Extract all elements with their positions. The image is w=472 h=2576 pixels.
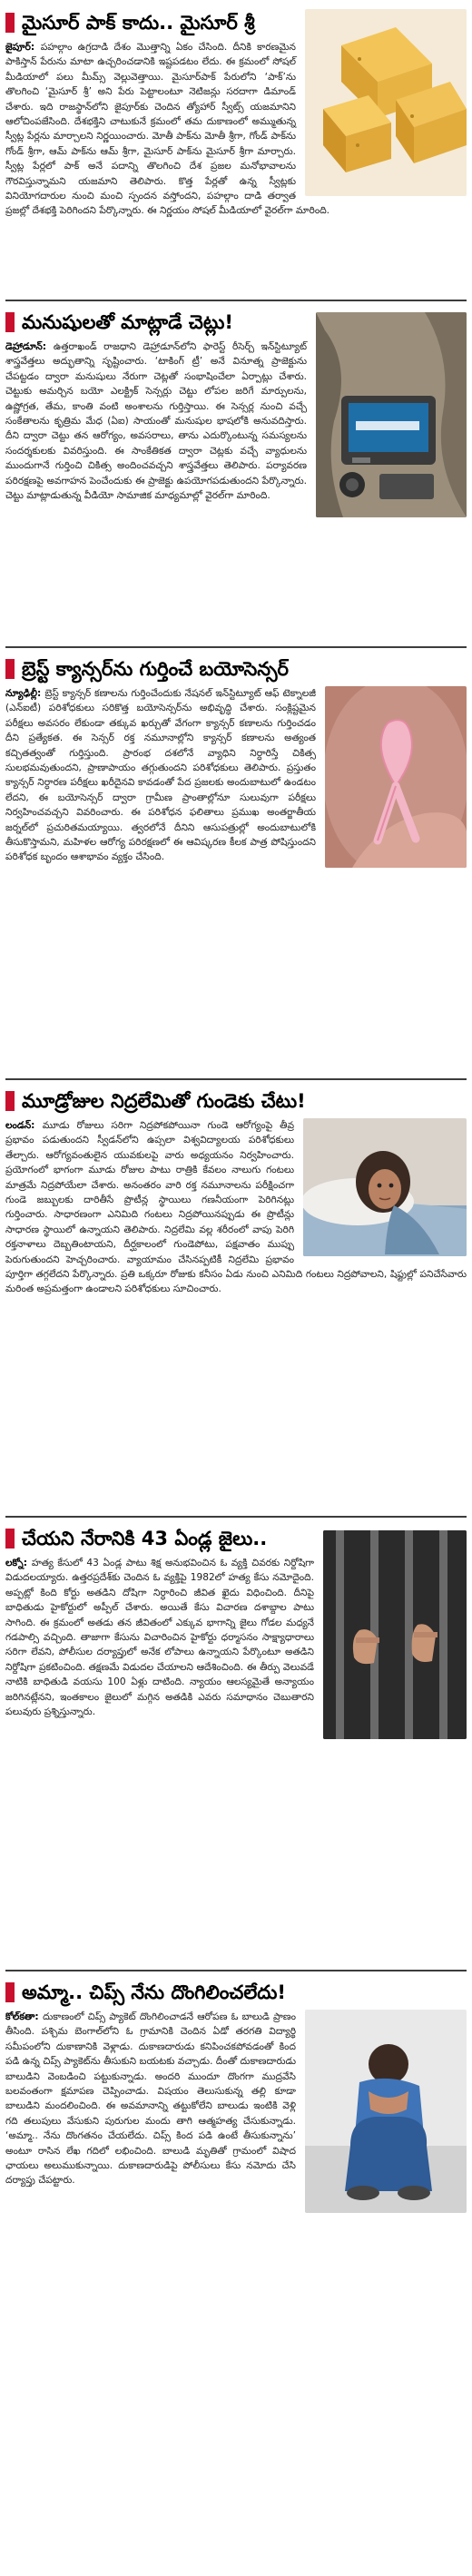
article-body-text: హత్య కేసులో 43 ఏండ్ల పాటు శిక్ష అనుభవించిన ఓ వ్యక్తి చివరకు నిర్దోషిగా విడుదలయ్యారు. ఉత్తరప్రదేశ్‌కు చెందిన ఓ వ్యక్తిపై 1982లో హత్య కేసు నమోదైంది. అప్పట్లో కింది కోర్టు అతడిని దోషిగా నిర్ధారించి జీవిత ఖైదు విధించింది. దీనిపై బాధితుడు హైకోర్టులో అప్పీల్ చేశారు. అయితే కేసు విచారణ దశాబ్దాల పాటు సాగింది. ఈ క్రమంలో అతడు తన జీవితంలో ఎక్కువ భాగాన్ని జైలు గోడల మధ్యనే గడపాల్సి వచ్చింది. తాజాగా కేసును విచారించిన హైకోర్టు ధర్మాసనం సాక్ష్యాధారాలు సరిగా లేవని, పోలీసుల దర్యాప్తులో అనేక లోపాలు ఉన్నాయని పేర్కొంటూ అతడిని నిర్దోషిగా ప్రకటించింది. తక్షణమే విడుదల చేయాలని ఆదేశించింది. ఈ తీర్పు వెలువడే నాటికి బాధితుడి వయసు 100 ఏళ్లు దాటింది. న్యాయం ఆలస్యమైతే అన్యాయం జరిగినట్లేనని, ఇంతకాలం జైలులో మగ్గిన అతడికి ఎవరు సమాధానం చెబుతారని పలువురు ప్రశ్నిస్తున్నారు. (5, 1558, 315, 1718)
article-body-text: ఉత్తరాఖండ్ రాజధాని డెహ్రాడూన్‌లోని ఫారెస్ట్ రీసెర్చ్ ఇన్‌స్టిట్యూట్ శాస్త్రవేత్తలు అద్భుతాన్ని సృష్టించారు. ‘టాకింగ్ ట్రీ’ అనే వినూత్న ప్రాజెక్టును చేపట్టడం ద్వారా మనుషులు నేరుగా చెట్లతో సంభాషించేలా ఏర్పాట్లు చేశారు. చెట్టుకు అమర్చిన బయో ఎలక్ట్రిక్ సెన్సర్లు చెట్టు లోపల జరిగే మార్పులను, ఉష్ణోగ్రత, తేమ, కాంతి వంటి అంశాలను గుర్తిస్తాయి. ఈ సెన్సర్ల నుంచి వచ్చే సంకేతాలను కృత్రిమ మేధ (ఏఐ) సాయంతో మనుషుల భాషలోకి అనువదిస్తారు. దీని ద్వారా చెట్టు తన ఆరోగ్యం, అవసరాలు, తాను ఎదుర్కొంటున్న సమస్యలను సందర్శకులకు వివరిస్తుంది. ఈ సాంకేతికత ద్వారా చెట్లకు వచ్చే వ్యాధులను ముందుగానే గుర్తించి చికిత్స అందించవచ్చని శాస్త్రవేత్తలు తెలిపారు. పర్యావరణ పరిరక్షణపై అవగాహన పెంచేందుకు ఈ ప్రాజెక్టు ఉపయోగపడుతుందని పేర్కొన్నారు. చెట్టు మాట్లాడుతున్న వీడియో సామాజిక మాధ్యమాల్లో వైరల్‌గా మారింది. (5, 341, 307, 502)
headline-accent-bar (5, 13, 15, 33)
headline-text: మనుషులతో మాట్లాడే చెట్లు! (22, 311, 233, 333)
talking-tree-device-photo (316, 312, 467, 517)
article-dateline: న్యూఢిల్లీ: (5, 688, 45, 699)
prison-bars-photo (323, 1530, 467, 1739)
sweets-illustration (305, 9, 467, 196)
article-headline (5, 1979, 467, 2006)
article-dateline: జైపూర్: (5, 42, 41, 53)
article-chips-theft (5, 1971, 467, 2556)
prison-bars-illustration (323, 1530, 467, 1739)
article-mysore-sri (5, 5, 467, 301)
headline-text: చేయని నేరానికి 43 ఏండ్ల జైలు.. (22, 1528, 268, 1549)
article-headline (5, 1087, 467, 1115)
article-dateline: లండన్: (5, 1120, 43, 1131)
pink-ribbon-illustration (325, 686, 467, 868)
sleepless-person-photo (303, 1118, 467, 1256)
pink-ribbon-photo (325, 686, 467, 868)
article-breast-cancer-sensor (5, 648, 467, 1080)
article-talking-trees (5, 301, 467, 648)
headline-accent-bar (5, 1982, 15, 2002)
sleepless-person-illustration (303, 1118, 467, 1256)
mysore-pak-sweets-photo (305, 9, 467, 196)
article-body-text: బ్రెస్ట్ క్యాన్సర్ కణాలను గుర్తించేందుకు నేషనల్ ఇన్‌స్టిట్యూట్ ఆఫ్ టెక్నాలజీ (ఎన్‌ఐటీ) పరిశోధకులు సరికొత్త బయోసెన్సర్‌ను అభివృద్ధి చేశారు. సంక్లిష్టమైన పరీక్షలు అవసరం లేకుండా తక్కువ ఖర్చుతో వేగంగా క్యాన్సర్ కణాలను గుర్తించడం దీని ప్రత్యేకత. ఈ సెన్సర్ రక్త నమూనాల్లోని క్యాన్సర్ కణాలను అత్యంత కచ్చితత్వంతో గుర్తిస్తుంది. ప్రారంభ దశలోనే వ్యాధిని నిర్ధారిస్తే చికిత్స సులభమవుతుందని, ప్రాణాపాయం తగ్గుతుందని పరిశోధకులు తెలిపారు. ప్రస్తుతం క్యాన్సర్ నిర్ధారణ పరీక్షలు ఖరీదైనవి కావడంతో పేద ప్రజలకు అందుబాటులో ఉండటం లేదని, ఈ బయోసెన్సర్ ద్వారా గ్రామీణ ప్రాంతాల్లోనూ సులువుగా పరీక్షలు నిర్వహించవచ్చని వివరించారు. ఈ పరిశోధన ఫలితాలు ప్రముఖ అంతర్జాతీయ జర్నల్‌లో ప్రచురితమయ్యాయి. త్వరలోనే దీనిని ఆసుపత్రుల్లో అందుబాటులోకి తీసుకొస్తామని, మహిళల ఆరోగ్య పరిరక్షణలో ఈ ఆవిష్కరణ కీలక పాత్ర పోషిస్తుందని పరిశోధక బృందం ఆశాభావం వ్యక్తం చేసింది. (5, 688, 317, 863)
headline-text: అమ్మా.. చిప్స్ నేను దొంగిలించలేదు! (22, 1981, 286, 2003)
article-dateline: కోల్‌కతా: (5, 2011, 44, 2022)
article-dateline: లక్నో: (5, 1558, 32, 1568)
headline-text: మైసూర్ పాక్ కాదు.. మైసూర్ శ్రీ (22, 12, 255, 34)
headline-text: బ్రెస్ట్ క్యాన్సర్‌ను గుర్తించే బయోసెన్సర్ (22, 658, 289, 680)
headline-accent-bar (5, 659, 15, 679)
article-dateline: డెహ్రాడూన్: (5, 341, 54, 352)
article-body-text: దుకాణంలో చిప్స్ ప్యాకెట్ దొంగిలించాడనే ఆరోపణ ఓ బాలుడి ప్రాణం తీసింది. పశ్చిమ బెంగాల్‌లోని ఓ గ్రామానికి చెందిన ఏడో తరగతి విద్యార్థి సమీపంలోని దుకాణానికి వెళ్లాడు. దుకాణదారుడు కనిపించకపోవడంతో కింద పడి ఉన్న చిప్స్ ప్యాకెట్‌ను తీసుకుని బయటకు వచ్చాడు. దీంతో దుకాణదారుడు బాలుడిని వెంబడించి పట్టుకున్నాడు. అందరి ముందూ దొంగగా ముద్రవేసి బలవంతంగా క్షమాపణ చెప్పించాడు. విషయం తెలుసుకున్న తల్లి కూడా బాలుడిని మందలించింది. ఈ అవమానాన్ని తట్టుకోలేని బాలుడు ఇంటికి వెళ్లి గది తలుపులు వేసుకుని పురుగుల మందు తాగి ఆత్మహత్య చేసుకున్నాడు. ‘అమ్మా.. నేను దొంగతనం చేయలేదు. చిప్స్ కింద పడి ఉంటే తీసుకున్నాను’ అంటూ రాసిన లేఖ గదిలో లభించింది. బాలుడి మృతితో గ్రామంలో విషాద ఛాయలు అలుముకున్నాయి. దుకాణదారుడిపై పోలీసులు కేసు నమోదు చేసి దర్యాప్తు చేపట్టారు. (5, 2011, 297, 2187)
article-headline (5, 655, 467, 683)
article-sleep-deprivation (5, 1080, 467, 1518)
article-body-text: మూడు రోజులు సరిగా నిద్రపోకపోయినా గుండె ఆరోగ్యంపై తీవ్ర ప్రభావం పడుతుందని స్వీడన్‌లోని ఉప్సలా విశ్వవిద్యాలయ పరిశోధకులు తేల్చారు. ఆరోగ్యవంతులైన యువకులపై వారు అధ్యయనం నిర్వహించారు. ప్రయోగంలో భాగంగా మూడు రోజుల పాటు రాత్రికి కేవలం నాలుగు గంటలు మాత్రమే నిద్రపోయేలా చేశారు. అనంతరం వారి రక్త నమూనాలను పరీక్షించగా గుండె జబ్బులకు దారితీసే ప్రొటీన్ల స్థాయిలు గణనీయంగా పెరిగినట్లు గుర్తించారు. సాధారణంగా ఎనిమిది గంటలు నిద్రపోయినప్పుడు ఈ ప్రొటీన్లు సాధారణ స్థాయిలో ఉన్నాయని తెలిపారు. నిద్రలేమి వల్ల శరీరంలో వాపు పెరిగి రక్తనాళాలు దెబ్బతింటాయని, దీర్ఘకాలంలో గుండెపోటు, పక్షవాతం ముప్పు పెరుగుతుందని హెచ్చరించారు. వ్యాయామం చేసినప్పటికీ నిద్రలేమి ప్రభావం పూర్తిగా తగ్గలేదని పేర్కొన్నారు. ప్రతి ఒక్కరూ రోజుకు కనీసం ఏడు నుంచి ఎనిమిది గంటలు నిద్రపోవాలని, షిఫ్టుల్లో పనిచేసేవారు మరింత అప్రమత్తంగా ఉండాలని పరిశోధకులు సూచించారు. (5, 1120, 467, 1295)
article-body-text: పహల్గాం ఉగ్రదాడి దేశం మొత్తాన్ని ఏకం చేసింది. దీనికి కారణమైన పాకిస్తాన్ పేరును మాటా ఉచ్చరించడానికి ఇష్టపడటం లేదు. ఈ క్రమంలో సోషల్ మీడియాలో పలు మీమ్స్ వెల్లువెత్తాయి. మైసూర్‌పాక్ పేరులోని ‘పాక్’ను తొలగించి ‘మైసూర్ శ్రీ’ అని పేరు పెట్టాలంటూ నెటిజన్లు సరదాగా డిమాండ్ చేశారు. ఇది రాజస్థాన్‌లోని జైపూర్‌కు చెందిన త్యోహార్ స్వీట్స్ యజమానిని ఆలోచింపజేసింది. దేశభక్తిని చాటుకునే క్రమంలో తమ దుకాణంలో అమ్ముతున్న స్వీట్ల పేర్లను మార్చాలని నిర్ణయించారు. మోతీ పాక్‌ను మోతీ శ్రీగా, గోండ్ పాక్‌ను గోండ్ శ్రీగా, ఆమ్ పాక్‌ను ఆమ్ శ్రీగా, మైసూర్ పాక్‌ను మైసూర్ శ్రీగా మార్చారు. స్వీట్ల పేర్లలో పాక్ అనే పదాన్ని తొలగించి దేశ ప్రజల మనోభావాలను గౌరవిస్తున్నామని యజమాని తెలిపారు. కొత్త పేర్లతో ఉన్న స్వీట్లకు వినియోగదారుల నుంచి మంచి స్పందన వస్తోందని, పహల్గాం దాడి తర్వాత ప్రజల్లో దేశభక్తి పెరిగిందని పేర్కొన్నారు. ఈ నిర్ణయం సోషల్ మీడియాలో వైరల్‌గా మారింది. (5, 42, 330, 217)
sad-boy-photo (305, 2010, 467, 2213)
article-43-years-prison (5, 1518, 467, 1971)
headline-accent-bar (5, 312, 15, 332)
headline-text: మూడ్రోజుల నిద్రలేమితో గుండెకు చేటు! (22, 1090, 306, 1112)
tree-device-illustration (316, 312, 467, 517)
sad-boy-illustration (305, 2010, 467, 2213)
headline-accent-bar (5, 1529, 15, 1549)
headline-accent-bar (5, 1091, 15, 1111)
